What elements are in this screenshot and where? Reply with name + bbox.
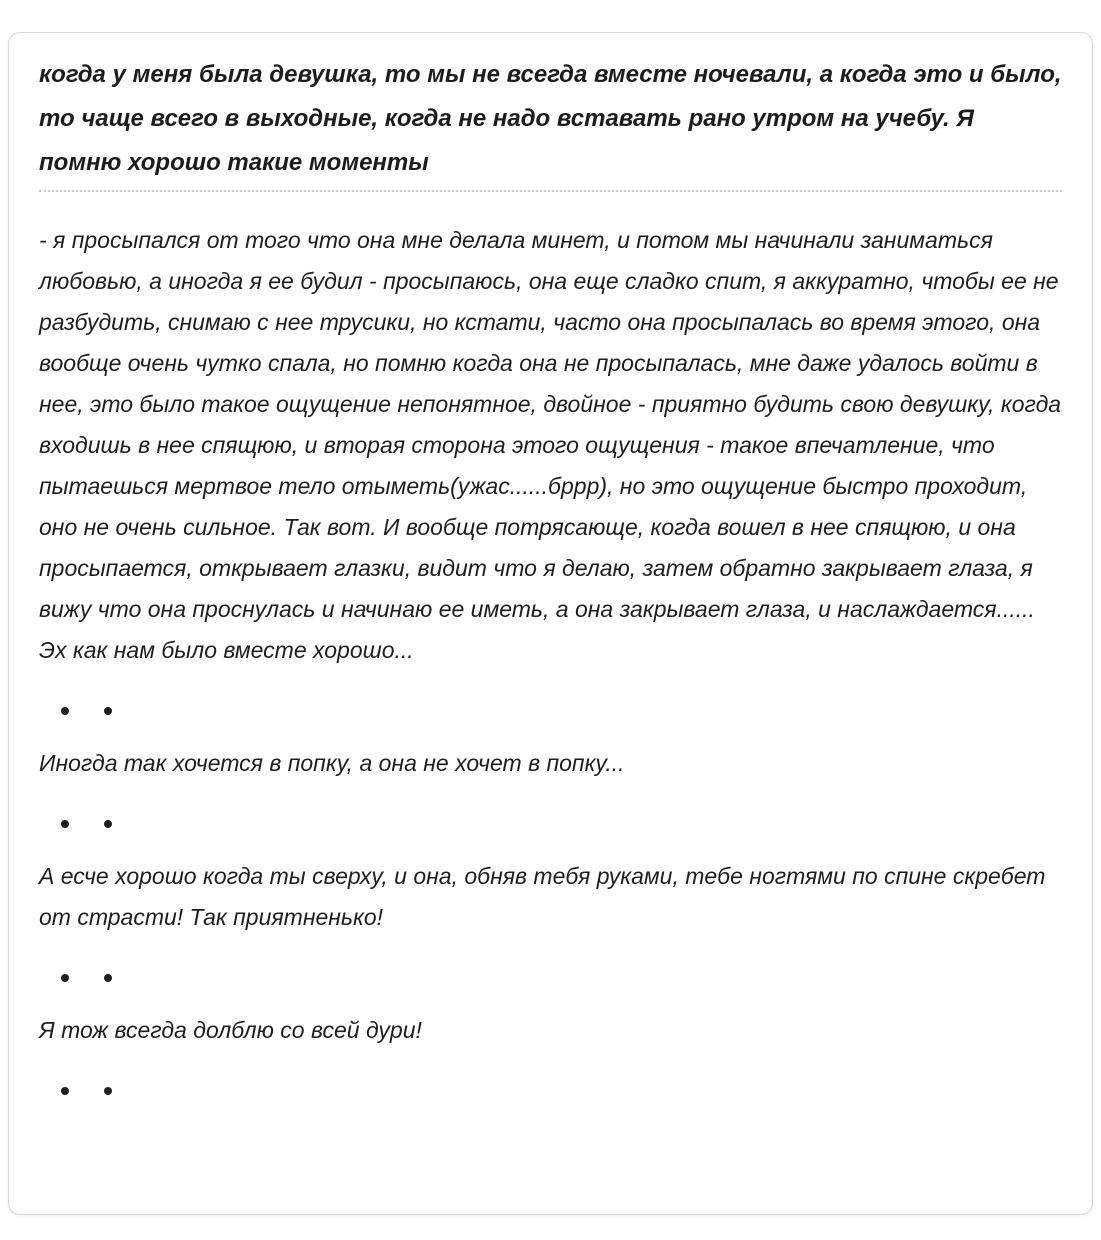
quoted-header-text: когда у меня была девушка, то мы не всегда вместе ночевали, а когда это и было, то чаще всего в выходные, когда не надо вставать рано утром на учебу. Я помню хорошо такие моменты [39, 61, 1062, 176]
bullet-separator [61, 1087, 1062, 1095]
post-paragraph: А есче хорошо когда ты сверху, и она, обняв тебя руками, тебе ногтями по спине скребет от страсти! Так приятненько! [39, 863, 1046, 930]
bullet-dot-icon [104, 707, 112, 715]
bullet-separator [61, 820, 1062, 828]
bullet-dot-icon [61, 707, 69, 715]
bullet-separator [61, 974, 1062, 982]
post-paragraph: Иногда так хочется в попку, а она не хочет в попку... [39, 750, 625, 776]
bullet-dot-icon [61, 820, 69, 828]
post-paragraph: - я просыпался от того что она мне делала минет, и потом мы начинали заниматься любовью, а иногда я ее будил - просыпаюсь, она еще сладко спит, я аккуратно, чтобы ее не разбудить, снимаю с нее трусики, но кстати, часто она просыпалась во время этого, она вообще очень чутко спала, но помню когда она не просыпалась, мне даже удалось войти в нее, это было такое ощущение непонятное, двойное - приятно будить свою девушку, когда входишь в нее спящюю, и вторая сторона этого ощущения - такое впечатление, что пытаешься мертвое тело отыметь(ужас......бррр), но это ощущение быстро проходит, оно не очень сильное. Так вот. И вообще потрясающе, когда вошел в нее спящюю, и она просыпается, открывает глазки, видит что я делаю, затем обратно закрывает глаза, я вижу что она проснулась и начинаю ее иметь, а она закрывает глаза, и наслаждается...... Эх как нам было вместе хорошо... [39, 227, 1062, 663]
bullet-dot-icon [61, 1087, 69, 1095]
post-card [8, 32, 1093, 1215]
bullet-separator [61, 707, 1062, 715]
dotted-divider [39, 190, 1062, 192]
bullet-dot-icon [104, 820, 112, 828]
post-paragraph: Я тож всегда долблю со всей дури! [39, 1017, 422, 1043]
bullet-dot-icon [104, 1087, 112, 1095]
bullet-dot-icon [104, 974, 112, 982]
bullet-dot-icon [61, 974, 69, 982]
